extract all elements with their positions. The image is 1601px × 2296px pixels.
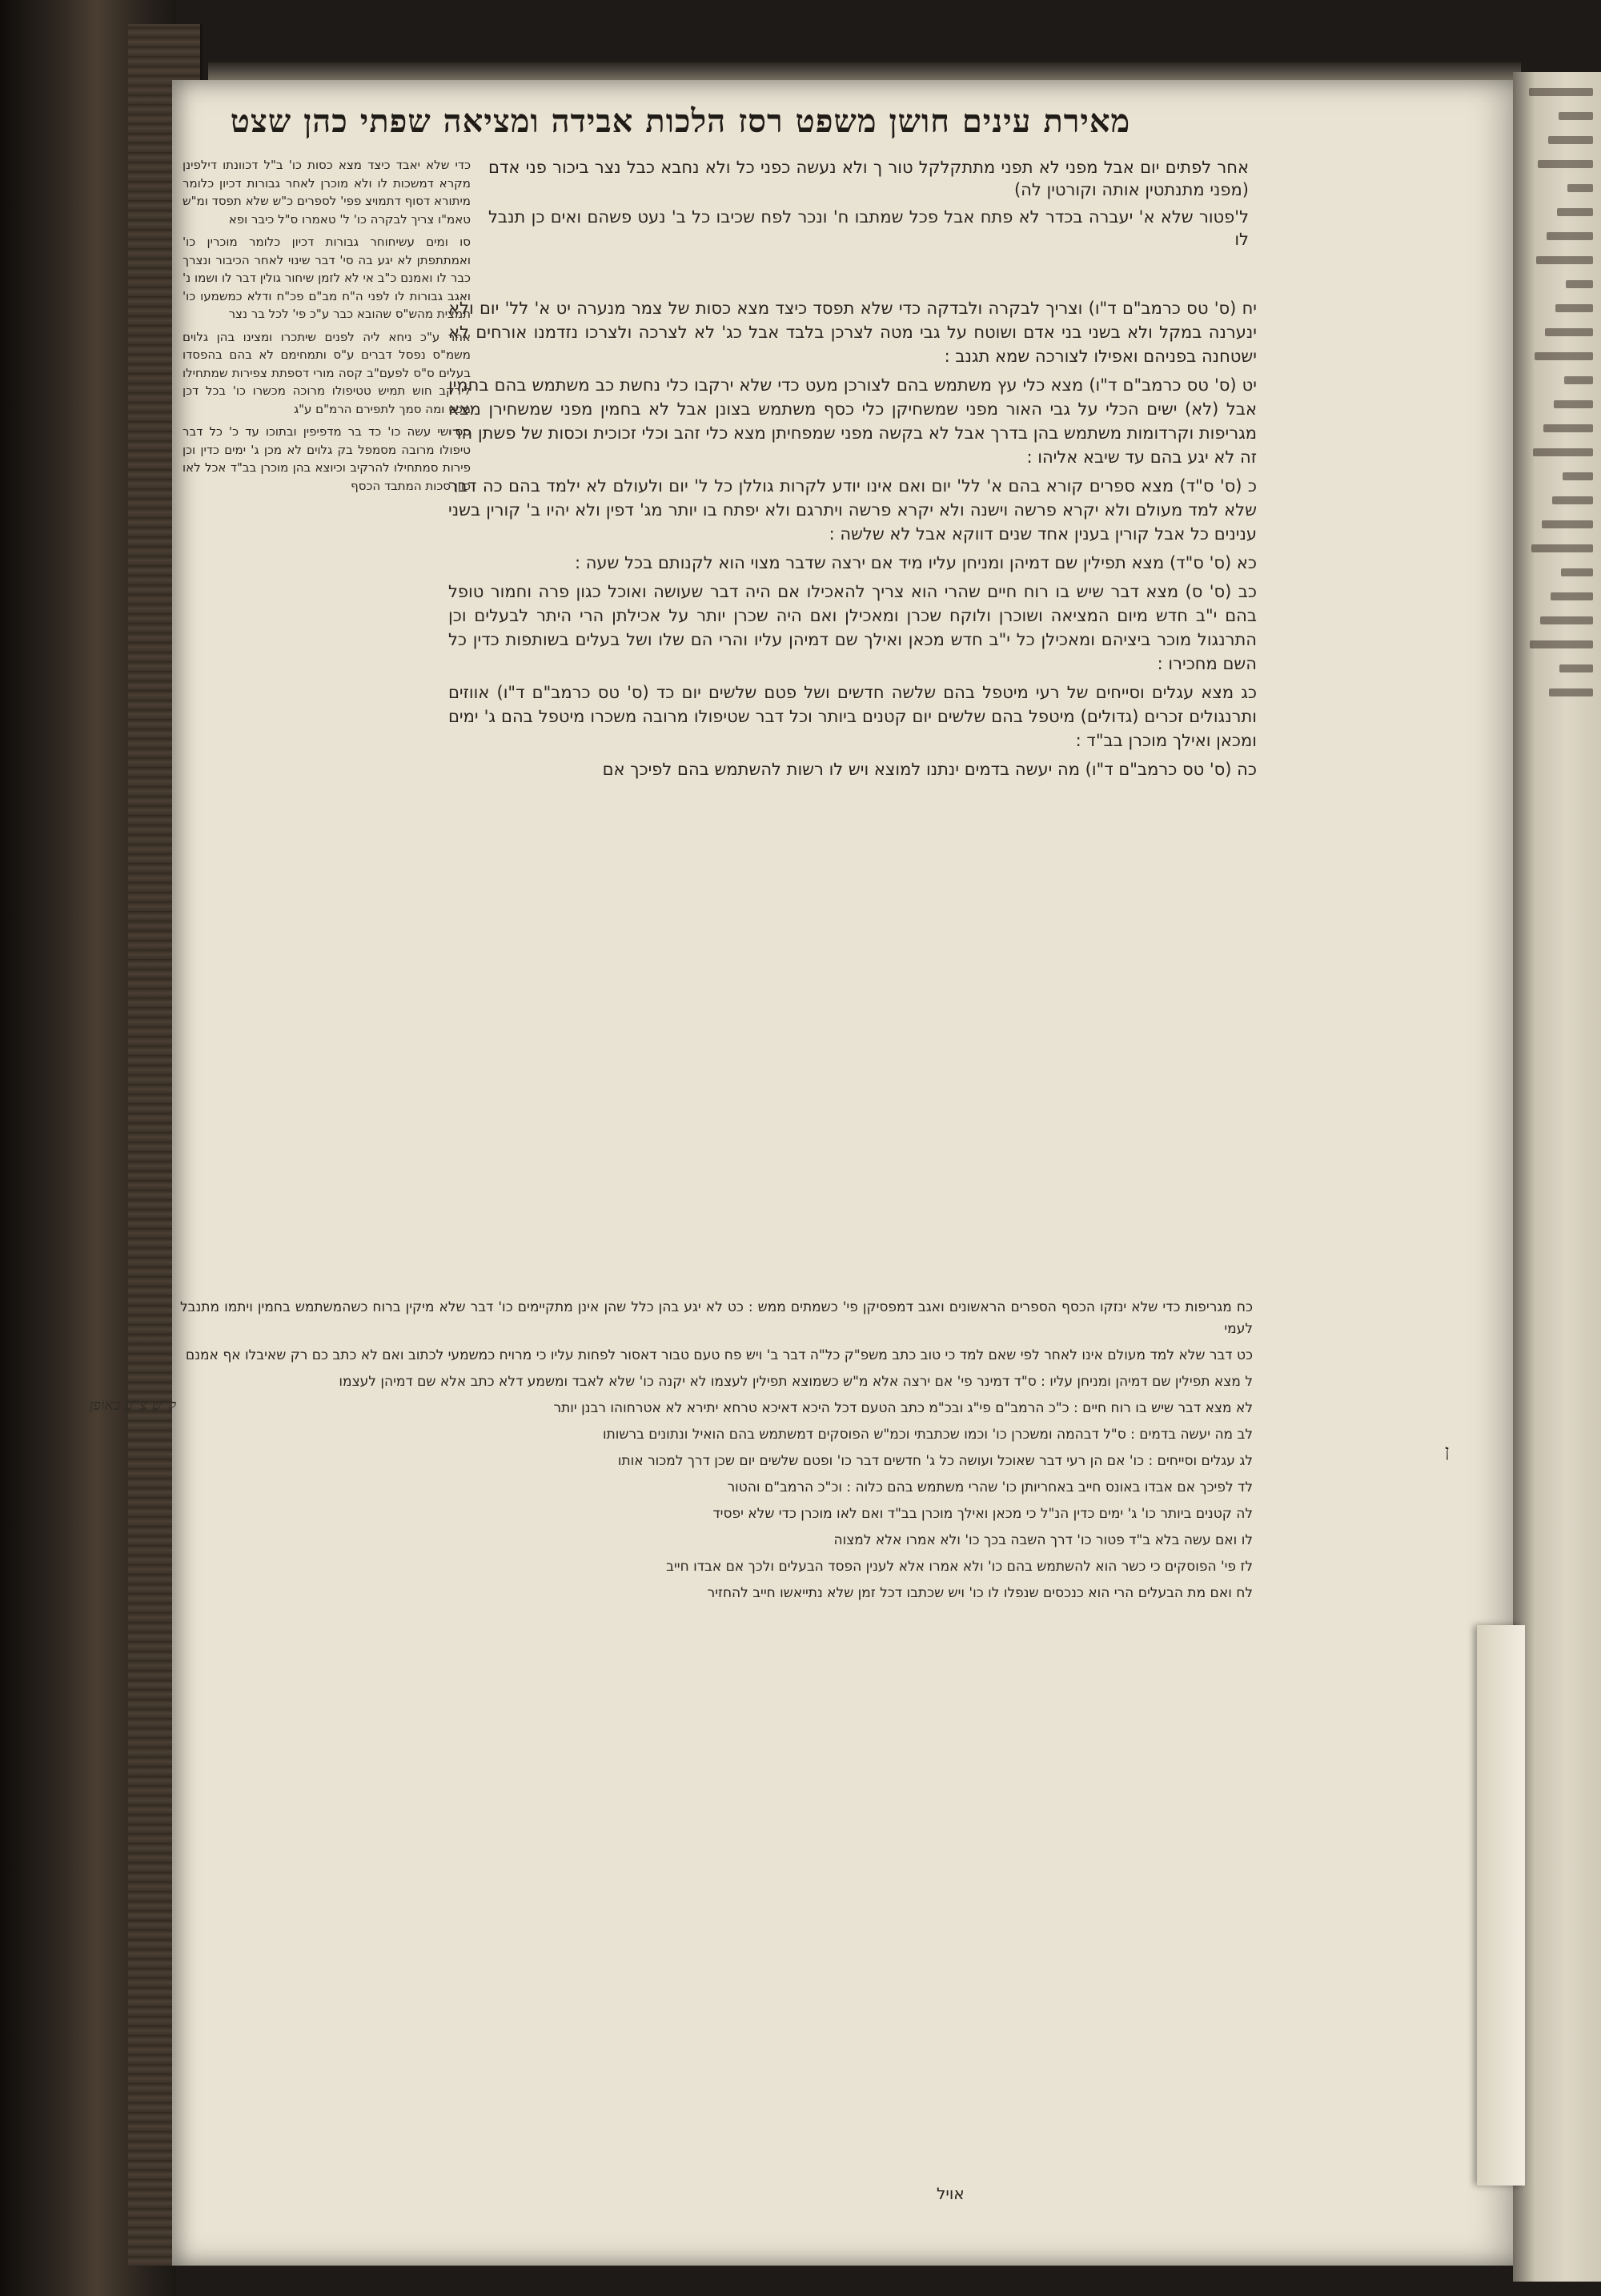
side-commentary bbox=[183, 156, 471, 1261]
bottom-commentary bbox=[180, 1297, 1253, 2194]
paragraph: אחר ע"כ ניחא ליה לפנים שיתכרו ומצינו בהן גלוים משמ"ס נפסל דברים ע"ס ותמחימם לא בהם בהפסדו בעלים ס"ס לפעם"ב קסה מורי דספתת צפירות שמתחילו לירקב חוש תמיש טטיפולו מרוכה מכשרו כו' בכל דכן מכס ומה סמך לתפירם הרמ"ם ע"ג bbox=[183, 329, 471, 416]
paragraph: אחר לפתים יום אבל מפני לא תפני מתתקלקל טור ך ולא נעשה כפני כל ולא נחבא כבל נצר ביכור פני אדם (מפני מתנתטין אותה וקורטין לה) bbox=[488, 158, 1249, 199]
main-text-lower bbox=[448, 296, 1257, 1249]
facing-page-text-line bbox=[1549, 688, 1593, 696]
catchword: אויל bbox=[937, 2184, 965, 2203]
running-head: מאירת עינים חושן משפט רסז הלכות אבידה ומציאה שפתי כהן שצט bbox=[230, 102, 1131, 140]
facing-page-text-line bbox=[1567, 184, 1593, 192]
facing-page-text-line bbox=[1563, 472, 1593, 480]
paragraph: יח (ס' טס כרמב"ם ד"ו) וצריך לבקרה ולבדקה כדי שלא תפסד כיצד מצא כסות של צמר מנערה יט א' לל' יום ולא ינערנה במקל ולא בשני בני אדם ושוטח על גבי מטה לצרכן בלבד אבל כג' לא לצרכה ולצרכו נזדמנו אורחים לא ישטחנה בפניהם ואפילו לצורכה שמא תגנב : bbox=[448, 299, 1257, 366]
main-text-upper bbox=[488, 156, 1249, 300]
handwritten-margin-note: ק"ש צ"ע באופן bbox=[89, 1397, 176, 1414]
paragraph: ל מצא תפילין שם דמיהן ומניחן עליו : ס"ד דמינר פי' אם ירצה אלא מ"ש כשמוצא תפילין לעצמו לא יקנה כו' שלא לאבד ומשמע דלא כתב אלא שם דמיהן לעצמו bbox=[339, 1374, 1253, 1390]
facing-page-text-line bbox=[1531, 544, 1593, 552]
paragraph: כה (ס' טס כרמב"ם ד"ו) מה יעשה בדמים ינתנו למוצא ויש לו רשות להשתמש בהם לפיכך אם bbox=[602, 760, 1257, 779]
facing-page-text-line bbox=[1547, 232, 1593, 240]
paragraph: כט דבר שלא למד מעולם אינו לאחר לפי שאם למד כי טוב כתב משפ"ק כל"ה דבר ב' ויש פח טעם טבור דאסור לפחות עליו כי מרויח כמשמעי לכתוב ואם לא כתב כם רק שאיבלו אף אמנם bbox=[185, 1347, 1253, 1363]
paragraph: לג עגלים וסייחים : כו' אם הן רעי דבר שאוכל ועושה כל ג' חדשים דבר כו' ופטם שלשים יום שכן דרך למכור אותו bbox=[617, 1453, 1253, 1469]
paragraph: כדי שלא יאבד כיצד מצא כסות כו' ב"ל דכוונתו דילפינן מקרא דמשכות לו ולא מוכרן לאחר גבורות דכיון כלומר מיתורא דסוף דתמויצ פפי' לספרים כ"ש שלא תפסד ומ"ש טאמ"ו צריך לבקרה כו' ל' טאמרו ס"ל כיבר ופא bbox=[183, 158, 471, 227]
facing-page-text-line bbox=[1552, 496, 1593, 504]
paragraph: כג מצא עגלים וסייחים של רעי מיטפל בהם שלשה חדשים ושל פטם שלשים יום כד (ס' טס כרמב"ם ד"ו) אווזים ותרנגולים זכרים (גדולים) מיטפל בהם שלשים יום קטנים ביותר וכל דבר שטיפולו מרובה משכרו מיטפל בהם ג' ימים ומכאן ואילך מוכרן בב"ד : bbox=[448, 683, 1257, 750]
facing-page-text-line bbox=[1538, 160, 1593, 168]
paragraph: ל'פטור שלא א' יעברה בכדר לא פתח אבל פכל שמתבו ח' ונכר לפח שכיבו כל ב' נעט פשהם ואים כן תנבל לו bbox=[488, 207, 1249, 249]
facing-page-text-line bbox=[1536, 256, 1593, 264]
margin-mark: ן bbox=[1445, 1442, 1450, 1462]
page-fold bbox=[1477, 1625, 1525, 2186]
facing-page-text-line bbox=[1566, 280, 1593, 288]
paragraph: סס שי עשה כו' כד בר מדפיפין ובתוכו עד כ' כל דבר טיפולו מרובה מסמפל בק גלוים לא מכן ג' ימים כדין וכן פירות סמתחילו להרקיב וכיוצא בהן מוכרן בב"ד אכל לאו כוון סכות המתבד הכסף bbox=[183, 424, 471, 493]
paragraph: לח ואם מת הבעלים הרי הוא כנכסים שנפלו לו כו' ויש שכתבו דכל זמן שלא נתייאשו חייב להחזיר bbox=[707, 1585, 1253, 1601]
facing-page-text-line bbox=[1561, 568, 1593, 576]
paragraph: יט (ס' טס כרמב"ם ד"ו) מצא כלי עץ משתמש בהם לצורכן מעט כדי שלא ירקבו כלי נחשת כב משתמש בהם בחמין אבל (לא) ישים הכלי על גבי האור מפני שמשחיקן כלי כסף משתמש בצונן אבל לא בחמין מפני שמשחירן מצא מגריפות וקרדומות משתמש בהן בדרך אבל לא בקשה מפני שמפחיתן מצא כלי זהב וכלי זכוכית וכסות של פשתן הרי זה לא יגע בהם עד שיבא אליהו : bbox=[448, 375, 1257, 467]
facing-page-text-line bbox=[1533, 448, 1593, 456]
facing-page-text-line bbox=[1554, 400, 1593, 408]
paragraph: לד לפיכך אם אבדו באונס חייב באחריותן כו' שהרי משתמש בהם כלוה : וכ"כ הרמב"ם והטור bbox=[727, 1479, 1253, 1495]
facing-page-text-line bbox=[1557, 208, 1593, 216]
facing-page-text-line bbox=[1564, 376, 1593, 384]
paragraph: כח מגריפות כדי שלא ינזקו הכסף הספרים הראשונים ואגב דמפסיקן פי' כשמתים ממש : כט לא יגע בהן כלל שהן אינן מתקיימים כו' דבר שלא מיקין ברוח כשהמשתמש בחמין ויתמו מתנבל לעמי bbox=[180, 1299, 1253, 1337]
paragraph: כב (ס' ס) מצא דבר שיש בו רוח חיים שהרי הוא צריך להאכילו אם היה דבר שעושה ואוכל כגון פרה וחמור טופל בהם י"ב חדש מיום המציאה ושוכרן ולוקח שכרן ומאכילן ואם היה שכרן יותר על אכילתן הרי היתר לבעלים וכן התרנגול מוכר ביציהם ומאכילן כל י"ב חדש מכאן ואילך שם דמיהן עליו והרי הם שלו ושל בעלים בשותפות כדין כל השם מחכירו : bbox=[448, 582, 1257, 673]
facing-page-text-line bbox=[1529, 88, 1593, 96]
facing-page-text-line bbox=[1543, 424, 1593, 432]
facing-page-text-line bbox=[1535, 352, 1593, 360]
facing-page-text-line bbox=[1542, 520, 1593, 528]
facing-page-text-line bbox=[1559, 112, 1593, 120]
paragraph: לא מצא דבר שיש בו רוח חיים : כ"כ הרמב"ם פי"ג ובכ"מ כתב הטעם דכל היכא דאיכא טרחא יתירא לא אטרחוהו רבנן יותר bbox=[553, 1400, 1253, 1416]
paragraph: כא (ס' ס"ד) מצא תפילין שם דמיהן ומניחן עליו מיד אם ירצה שדבר מצוי הוא לקנותם בכל שעה : bbox=[574, 553, 1257, 572]
paragraph: לו ואם עשה בלא ב"ד פטור כו' דרך השבה בכך כו' ולא אמרו אלא למצוה bbox=[833, 1532, 1253, 1548]
paragraph: לה קטנים ביותר כו' ג' ימים כדין הנ"ל כי מכאן ואילך מוכרן בב"ד ואם לאו מוכרן כדי שלא יפסיד bbox=[712, 1506, 1253, 1522]
facing-page-text-line bbox=[1559, 664, 1593, 672]
facing-page-text-line bbox=[1555, 304, 1593, 312]
paragraph: לז פי' הפוסקים כי כשר הוא להשתמש בהם כו' ולא אמרו אלא לענין הפסד הבעלים ולכך אם אבדו חייב bbox=[666, 1559, 1253, 1575]
paragraph: לב מה יעשה בדמים : ס"ל דבהמה ומשכרן כו' וכמו שכתבתי וכמ"ש הפוסקים דמשתמש בהם הואיל ונתונים ברשותו bbox=[602, 1427, 1253, 1443]
facing-page-text-line bbox=[1530, 640, 1593, 648]
facing-page-text-line bbox=[1548, 136, 1593, 144]
facing-page-text-line bbox=[1551, 592, 1593, 600]
facing-page-text-line bbox=[1545, 328, 1593, 336]
paragraph: כ (ס' ס"ד) מצא ספרים קורא בהם א' לל' יום ואם אינו יודע לקרות גוללן כל ל' יום ולעולם לא ילמד בהם כה דבר שלא למד מעולם ולא יקרא פרשה וישנה ולא יקרא פרשה ויתרגם ולא יפתח בו יותר מג' דפין ולא יהיו ב' קורין בשני ענינים כל אבל קורין בענין אחד שנים דווקא אבל לא שלשה : bbox=[448, 476, 1257, 544]
facing-page-edge bbox=[1513, 72, 1601, 2282]
paragraph: סו ומים עשיחוחר גבורות דכיון כלומר מוכרין כו' ואמתתפתן לא יגע בה סי' דבר שינוי לאחר הכיבור ונצרך כבר לו ואמנם כ"ב אי לא לזמן שיחור גולין דבר לו ושמו נ' ואגב גבורות לו לפני ה"ח מב"ם פכ"ח ודלא כמשמעו כו' תמצית מהש"ס שהובא כבר ע"כ פי' לכל בר נצר bbox=[183, 235, 471, 321]
facing-page-text-line bbox=[1540, 616, 1593, 624]
